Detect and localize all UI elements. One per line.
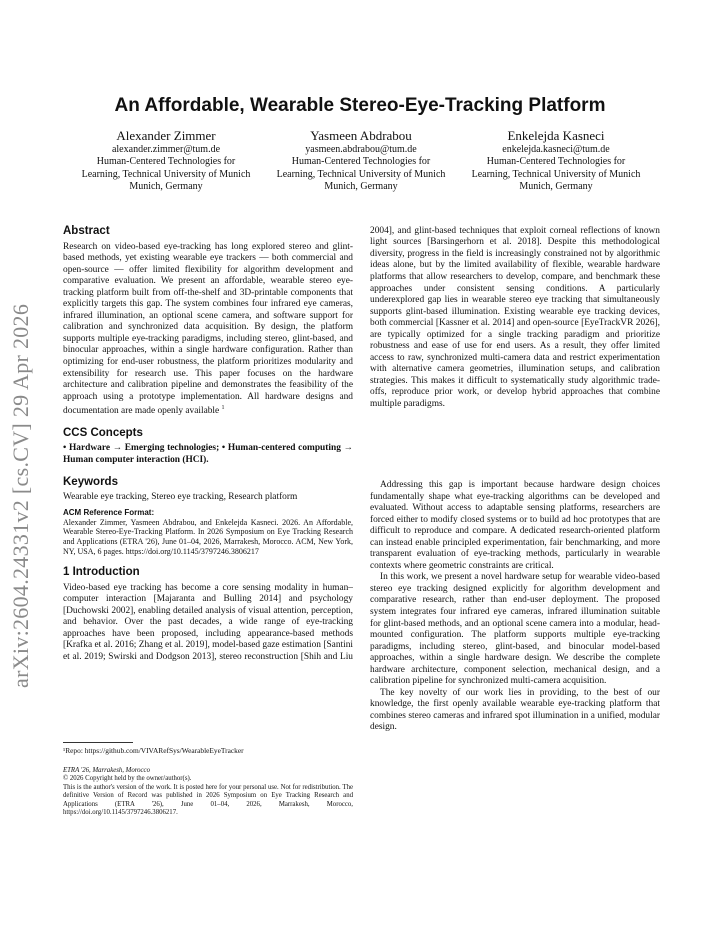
keywords-heading: Keywords [63, 475, 118, 488]
keywords-text: Wearable eye tracking, Stereo eye tracking, Research platform [63, 492, 298, 503]
intro-paragraph-4: The key novelty of our work lies in providing, to the best of our knowledge, the first openly available wearable eye-tracking platform that combines stereo cameras and infrared spot illumination in a unified, modular design. [370, 687, 660, 733]
intro-paragraph-1: Video-based eye tracking has become a core sensing modality in human–computer interaction [Majaranta and Bulling 2014] and psychology [Duchowski 2002], enabling detailed analysis of visual attention, perception, and behavior. Over the past decades, a wide range of eye-tracking approaches have been proposed, including appearance-based methods [Krafka et al. 2016; Zhang et al. 2019], model-based gaze estimation [Santini et al. 2019; Swirski and Dodgson 2013], stereo reconstruction [Shih and Liu [63, 582, 353, 662]
ccs-concepts: • Hardware → Emerging technologies; • Human-centered computing → Human computer interaction (HCI). [63, 443, 353, 465]
intro-paragraph-1-continued [370, 226, 660, 480]
right-column [370, 226, 660, 734]
footnote-mark: 1 [221, 405, 225, 412]
intro-paragraph-1-cont-text: 2004], and glint-based techniques that exploit corneal reflections of known light sources [Barsingerhorn et al. 2018]. Despite this methodological diversity, progress in the field is increasingly constrained not by algorithmic ideas alone, but by the limited availability of flexible, wearable hardware platforms that allow researchers to develop, compare, and benchmark these approaches under consistent sensing conditions. A particularly underexplored gap lies in wearable stereo eye tracking that simultaneously supports glint-based illumination. Existing wearable eye tracking devices, both commercial [Kassner et al. 2014] and open-source [EyeTrackVR 2026], are typically optimized for a single tracking paradigm and prioritize robustness and ease of use for end users. As a result, they offer limited access to raw, synchronized multi-camera data and restrict experimentation with alternative camera geometries, illumination setups, and calibration strategies. This makes it difficult to systematically study algorithmic trade-offs, reproduce prior work, or develop hybrid approaches that combine multiple paradigms. [370, 226, 660, 410]
author-name: Enkelejda Kasneci [507, 128, 605, 143]
license-text: This is the author's version of the work. It is posted here for your personal use. Not for redistribution. The definitive Version of Record was published in 2026 Symposium on Eye Tracking Research and Applications (ETRA '26), June 01–04, 2026, Marrakesh, Morocco, https://doi.org/10.1145/3797246.3806217. [63, 783, 353, 817]
author-location: Munich, Germany [519, 181, 593, 193]
intro-paragraph-1-start [63, 583, 353, 664]
author-email: enkelejda.kasneci@tum.de [502, 144, 610, 155]
author-block [78, 128, 644, 194]
author-2 [273, 128, 449, 194]
intro-paragraph-2: Addressing this gap is important because hardware design choices fundamentally shape what eye-tracking algorithms can be developed and evaluated. Without access to adaptable sensing platforms, researchers are forced either to modify closed systems or to build ad hoc prototypes that are difficult to reproduce and compare. A dedicated research-oriented platform can instead enable principled experimentation, fair benchmarking, and more transparent evaluation of eye-tracking methods, particularly in wearable contexts where geometric constraints are critical. [370, 480, 660, 571]
ccs-heading: CCS Concepts [63, 426, 143, 439]
copyright-block [63, 767, 353, 817]
author-email: yasmeen.abdrabou@tum.de [305, 144, 417, 155]
acm-reference [63, 508, 353, 558]
intro-paragraph-3: In this work, we present a novel hardware setup for wearable video-based stereo eye tracking designed explicitly for algorithm development and comparative research, rather than end-user deployment. The proposed system integrates four infrared eye cameras, infrared illumination suitable for glint-based methods, and an optional scene camera into a modular, head-mounted configuration. The platform supports multiple eye-tracking paradigms, including stereo, glint-based, and binocular model-based approaches, within a single hardware design. We describe the complete hardware architecture, component selection, mechanical design, and a calibration pipeline for synchronized multi-camera acquisition. [370, 572, 660, 687]
paper-title: An Affordable, Wearable Stereo-Eye-Tracking Platform [114, 95, 606, 116]
author-affiliation: Human-Centered Technologies for Learning, Technical University of Munich [81, 156, 251, 180]
footnote: ¹Repo: https://github.com/VIVARefSys/WearableEyeTracker [63, 746, 244, 755]
acm-reference-heading: ACM Reference Format: [63, 507, 155, 517]
abstract-text [63, 242, 353, 418]
author-name: Yasmeen Abdrabou [310, 128, 412, 143]
author-name: Alexander Zimmer [116, 128, 216, 143]
author-location: Munich, Germany [324, 181, 398, 193]
copyright-line: © 2026 Copyright held by the owner/author(s). [63, 775, 192, 783]
author-email: alexander.zimmer@tum.de [111, 144, 221, 155]
author-location: Munich, Germany [129, 181, 203, 193]
author-affiliation: Human-Centered Technologies for Learning, Technical University of Munich [276, 156, 446, 180]
venue-line: ETRA '26, Marrakesh, Morocco [63, 767, 150, 774]
author-affiliation: Human-Centered Technologies for Learning, Technical University of Munich [471, 156, 641, 180]
arxiv-sidebar-stamp: arXiv:2604.24331v2 [cs.CV] 29 Apr 2026 [8, 303, 33, 688]
author-3 [468, 128, 644, 194]
abstract-heading: Abstract [63, 225, 110, 237]
introduction-heading: 1 Introduction [63, 566, 140, 579]
abstract-body: Research on video-based eye-tracking has long explored stereo and glint-based methods, yet existing wearable eye trackers — both commercial and open-source — offer limited flexibility for algorithm development and comparative evaluation. We present an affordable, wearable stereo eye-tracking platform built from off-the-shelf and 3D-printable components that explicitly targets this gap. The system combines four infrared eye cameras, infrared illumination, an optional scene camera, and software support for calibration and synchronized data acquisition. By design, the platform supports multiple eye-tracking paradigms, including stereo, glint-based, and binocular approaches, within a single hardware configuration. Rather than optimizing for end-user robustness, the platform prioritizes modularity and extensibility for research use. This paper focuses on the hardware architecture and calibration pipeline and demonstrates the feasibility of the approach using a prototype implementation. All hardware designs and documentation are made openly available [63, 241, 353, 417]
footnote-rule [63, 742, 133, 743]
ccs-text [63, 443, 353, 466]
left-column [63, 226, 353, 664]
author-1 [78, 128, 254, 194]
acm-reference-text: Alexander Zimmer, Yasmeen Abdrabou, and Enkelejda Kasneci. 2026. An Affordable, Wearable Stereo-Eye-Tracking Platform. In 2026 Symposium on Eye Tracking Research and Applications (ETRA '26), June 01–04, 2026, Marrakesh, Morocco. ACM, New York, NY, USA, 6 pages. https://doi.org/10.1145/3797246.3806217 [63, 517, 353, 557]
